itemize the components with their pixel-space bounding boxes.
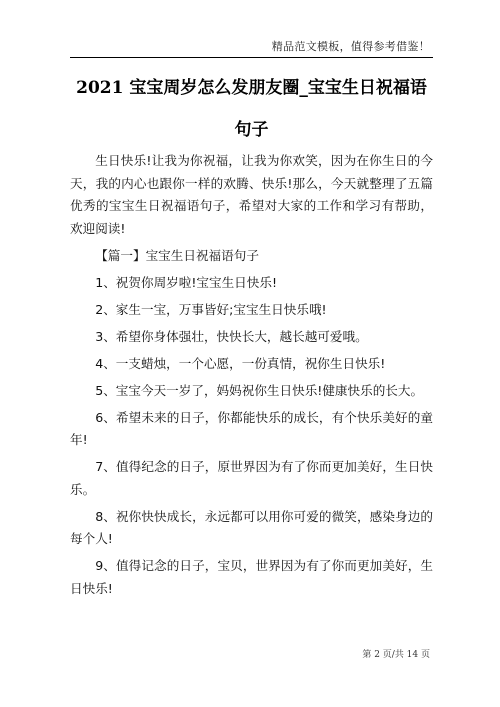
list-item: 8、祝你快快成长，永远都可以用你可爱的微笑，感染身边的每个人! [70,508,433,546]
document-body [70,150,433,605]
list-item: 7、值得纪念的日子，原世界因为有了你而更加美好，生日快乐。 [70,459,433,497]
list-item: 4、一支蜡烛，一个心愿，一份真情，祝你生日快乐! [95,355,386,371]
list-item: 6、希望未来的日子，你都能快乐的成长，有个快乐美好的童年! [70,409,433,447]
header-divider [70,57,433,58]
page-number: 第 2 页/共 14 页 [362,650,430,660]
list-item: 3、希望你身体强壮，快快长大，越长越可爱哦。 [95,328,368,344]
list-item: 9、值得记念的日子，宝贝，世界因为有了你而更加美好，生日快乐! [70,558,433,596]
list-item: 2、家生一宝，万事皆好;宝宝生日快乐哦! [95,301,327,317]
list-item: 1、祝贺你周岁啦!宝宝生日快乐! [95,274,278,290]
document-title: 2021 宝宝周岁怎么发朋友圈_宝宝生日祝福语句子 [76,78,427,140]
list-item: 5、宝宝今天一岁了，妈妈祝你生日快乐!健康快乐的长大。 [95,382,424,398]
intro-paragraph: 生日快乐!让我为你祝福，让我为你欢笑，因为在你生日的今天，我的内心也跟你一样的欢腾、快乐!那么，今天就整理了五篇优秀的宝宝生日祝福语句子，希望对大家的工作和学习有帮助，欢迎阅读! [70,153,433,236]
header-note: 精品范文模板，值得参考借鉴！ [271,40,430,53]
section-heading: 【篇一】宝宝生日祝福语句子 [95,247,259,263]
